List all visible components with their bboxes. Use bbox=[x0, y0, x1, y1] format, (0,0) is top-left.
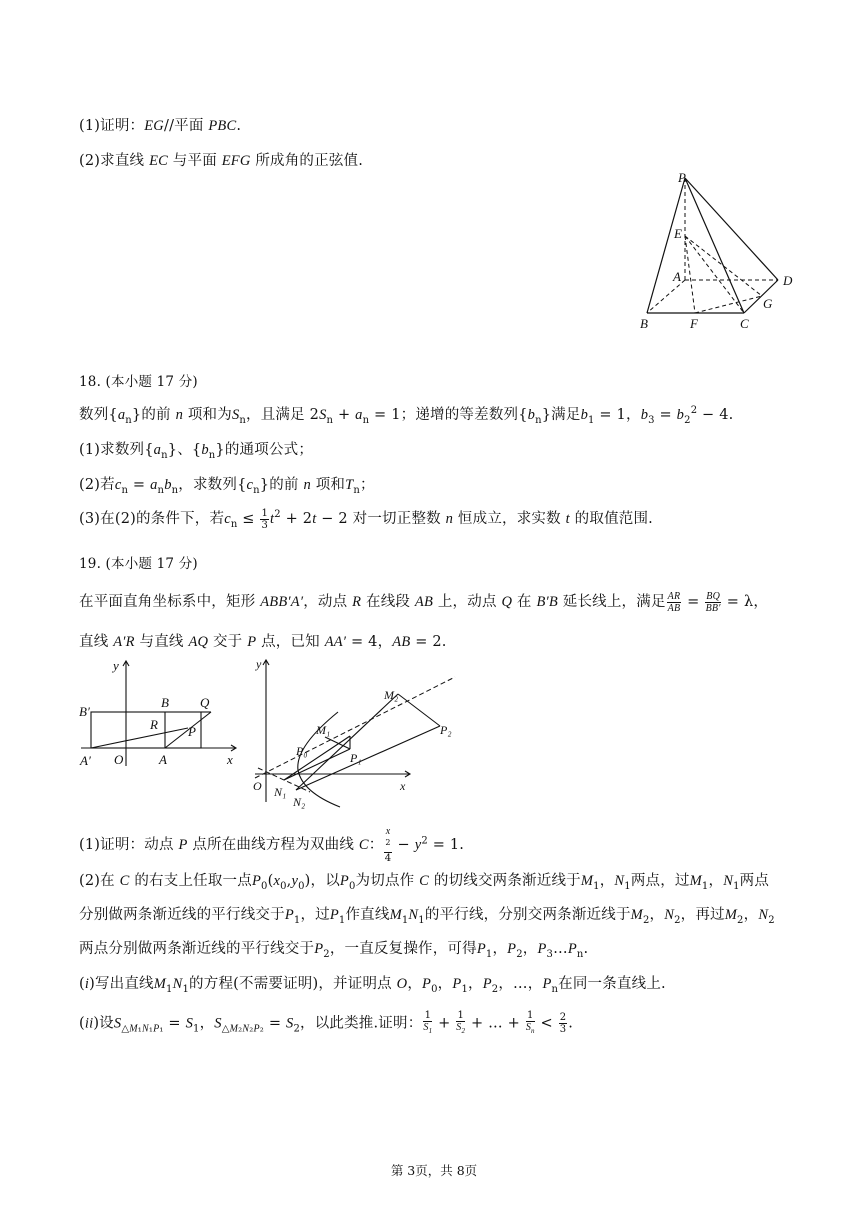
label-M2: M₂ bbox=[384, 688, 399, 702]
label-R: R bbox=[150, 717, 158, 732]
label-Bprime: B′ bbox=[79, 704, 90, 719]
label-Aprime: A′ bbox=[80, 753, 91, 768]
q19-part2-line2: 分别做两条渐近线的平行线交于$P_1$，过$P_1$作直线$M_1N_1$的平行线，分别交两条渐近线于$M_2$，$N_2$，再过$M_2$，$N_2$ bbox=[79, 907, 775, 926]
label-y: y bbox=[256, 657, 262, 671]
label-B: B bbox=[640, 316, 648, 331]
label-E: E bbox=[674, 226, 682, 241]
label-x: x bbox=[400, 779, 406, 793]
label-N2: N₂ bbox=[293, 795, 306, 809]
label-Q: Q bbox=[200, 695, 210, 710]
label-P0: P₀ bbox=[296, 744, 308, 758]
q19-header: 19. (本小题 17 分) bbox=[79, 556, 198, 572]
label-x: x bbox=[227, 752, 233, 767]
q19-part-i: (i)写出直线$M_1N_1$的方程(不需要证明)，并证明点 O，$P_0$，$P_1$，$P_2$，…，$P_n$在同一条直线上. bbox=[79, 976, 666, 995]
label-P: P bbox=[678, 170, 686, 185]
label-P1: P₁ bbox=[350, 751, 362, 765]
label-A: A bbox=[159, 752, 167, 767]
label-y: y bbox=[113, 658, 119, 673]
hyperbola-figure bbox=[250, 652, 465, 812]
page-footer: 第 3页，共 8页 bbox=[390, 1163, 478, 1178]
q18-part1: (1)求数列$\{a_n\}$、$\{b_n\}$的通项公式； bbox=[79, 442, 314, 461]
q19-part1: (1)证明：动点 P 点所在曲线方程为双曲线 C： x $^2$ 4 − $y^2 = 1$. bbox=[79, 826, 465, 865]
q19-part-ii: (ii)设$S_{\triangle M_1N_1P_1} = S_1$，$S_{\triangle M_2N_2P_2} = S_2$，以此类推.证明： $\frac{1}{S_1}$ + $\frac{1}{S_2}$ + … + $\frac{1}{S_n}$ < $\frac{2}{3}$ . bbox=[79, 1010, 574, 1035]
label-B: B bbox=[161, 695, 169, 710]
label-C: C bbox=[740, 316, 749, 331]
q18-stem: 数列$\{a_n\}$的前 n 项和为$S_n$，且满足 $2S_n + a_n = 1$；递增的等差数列$\{b_n\}$满足$b_1 = 1$，$b_3 = b_2^2 - 4$. bbox=[79, 405, 734, 426]
label-P2: P₂ bbox=[440, 723, 452, 737]
q18-header: 18. (本小题 17 分) bbox=[79, 374, 198, 390]
label-F: F bbox=[690, 316, 698, 331]
label-P: P bbox=[188, 724, 196, 739]
q17-part1: (1)证明：EG//平面 PBC. bbox=[79, 118, 242, 134]
label-G: G bbox=[763, 296, 773, 311]
rectangle-figure bbox=[76, 656, 246, 771]
q17-part2: (2)求直线 EC 与平面 EFG 所成角的正弦值. bbox=[79, 153, 364, 169]
label-N1: N₁ bbox=[274, 785, 287, 799]
q18-part3: (3)在(2)的条件下，若$c_n$ ≤ $\frac{1}{3}$ $t^2 + 2t - 2$ 对一切正整数 n 恒成立，求实数 t 的取值范围. bbox=[79, 507, 653, 531]
pyramid-figure bbox=[630, 168, 805, 338]
q18-part2: (2)若$c_n = a_nb_n$，求数列$\{c_n\}$的前 n 项和$T_n$； bbox=[79, 477, 375, 496]
label-O: O bbox=[114, 752, 124, 767]
q19-part2-line3: 两点分别做两条渐近线的平行线交于$P_2$，一直反复操作，可得$P_1$，$P_2$，$P_3\dots P_n$. bbox=[79, 941, 589, 960]
q19-stem1: 在平面直角坐标系中，矩形 ABB′A′，动点 R 在线段 AB 上，动点 Q 在 B′B 延长线上，满足 $\frac{AR}{AB}$ = $\frac{BQ}{BB'}$ = λ， bbox=[79, 590, 769, 614]
label-D: D bbox=[783, 273, 793, 288]
label-O: O bbox=[253, 779, 262, 793]
label-M1: M₁ bbox=[316, 723, 331, 737]
q19-part2-line1: (2)在 C 的右支上任取一点$P_0(x_0,y_0)$，以$P_0$为切点作 C 的切线交两条渐近线于$M_1$，$N_1$两点，过$M_1$，$N_1$两点 bbox=[79, 873, 770, 892]
label-A: A bbox=[673, 269, 681, 284]
q19-stem2: 直线 A′R 与直线 AQ 交于 P 点，已知 AA′ = 4，AB = 2. bbox=[79, 634, 447, 650]
